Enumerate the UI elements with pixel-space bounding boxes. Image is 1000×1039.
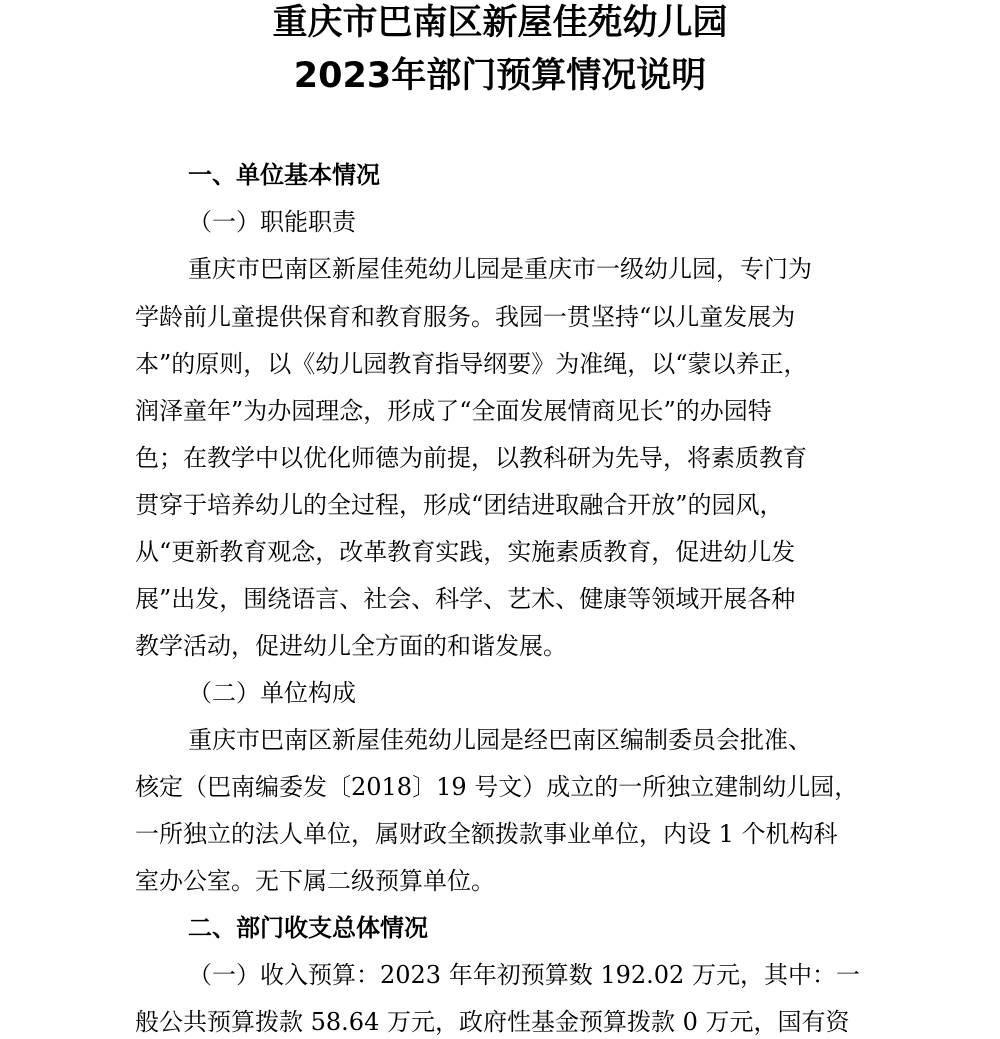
paragraph-line: 教学活动，促进幼儿全方面的和谐发展。 bbox=[135, 632, 567, 660]
paragraph-line: 重庆市巴南区新屋佳苑幼儿园是重庆市一级幼儿园，专门为 bbox=[188, 255, 812, 283]
document-title-line1: 重庆市巴南区新屋佳苑幼儿园 bbox=[272, 3, 728, 43]
paragraph-line: 润泽童年”为办园理念，形成了“全面发展情商见长”的办园特 bbox=[135, 397, 772, 425]
section1-heading: 一、单位基本情况 bbox=[188, 161, 380, 189]
paragraph-line: 本”的原则，以《幼儿园教育指导纲要》为准绳，以“蒙以养正， bbox=[135, 350, 808, 378]
section1-sub1-heading: （一）职能职责 bbox=[188, 208, 356, 236]
paragraph-line: （一）收入预算：2023 年年初预算数 192.02 万元，其中：一 bbox=[188, 961, 860, 989]
paragraph-line: 核定（巴南编委发〔2018〕19 号文）成立的一所独立建制幼儿园， bbox=[135, 773, 859, 801]
paragraph-line: 室办公室。无下属二级预算单位。 bbox=[135, 867, 495, 895]
section1-sub2-heading: （二）单位构成 bbox=[188, 679, 356, 707]
paragraph-line: 展”出发，围绕语言、社会、科学、艺术、健康等领域开展各种 bbox=[135, 585, 796, 613]
paragraph-line: 学龄前儿童提供保育和教育服务。我园一贯坚持“以儿童发展为 bbox=[135, 303, 796, 331]
section2-heading: 二、部门收支总体情况 bbox=[188, 914, 428, 942]
document-title-line2: 2023年部门预算情况说明 bbox=[293, 56, 707, 96]
paragraph-line: 色；在教学中以优化师德为前提，以教科研为先导，将素质教育 bbox=[135, 444, 807, 472]
paragraph-line: 贯穿于培养幼儿的全过程，形成“团结进取融合开放”的园风， bbox=[135, 491, 784, 519]
paragraph-line: 从“更新教育观念，改革教育实践，实施素质教育，促进幼儿发 bbox=[135, 538, 796, 566]
paragraph-line: 重庆市巴南区新屋佳苑幼儿园是经巴南区编制委员会批准、 bbox=[188, 726, 812, 754]
paragraph-line: 一所独立的法人单位，属财政全额拨款事业单位，内设 1 个机构科 bbox=[135, 820, 838, 848]
paragraph-line: 般公共预算拨款 58.64 万元，政府性基金预算拨款 0 万元，国有资 bbox=[135, 1008, 850, 1036]
